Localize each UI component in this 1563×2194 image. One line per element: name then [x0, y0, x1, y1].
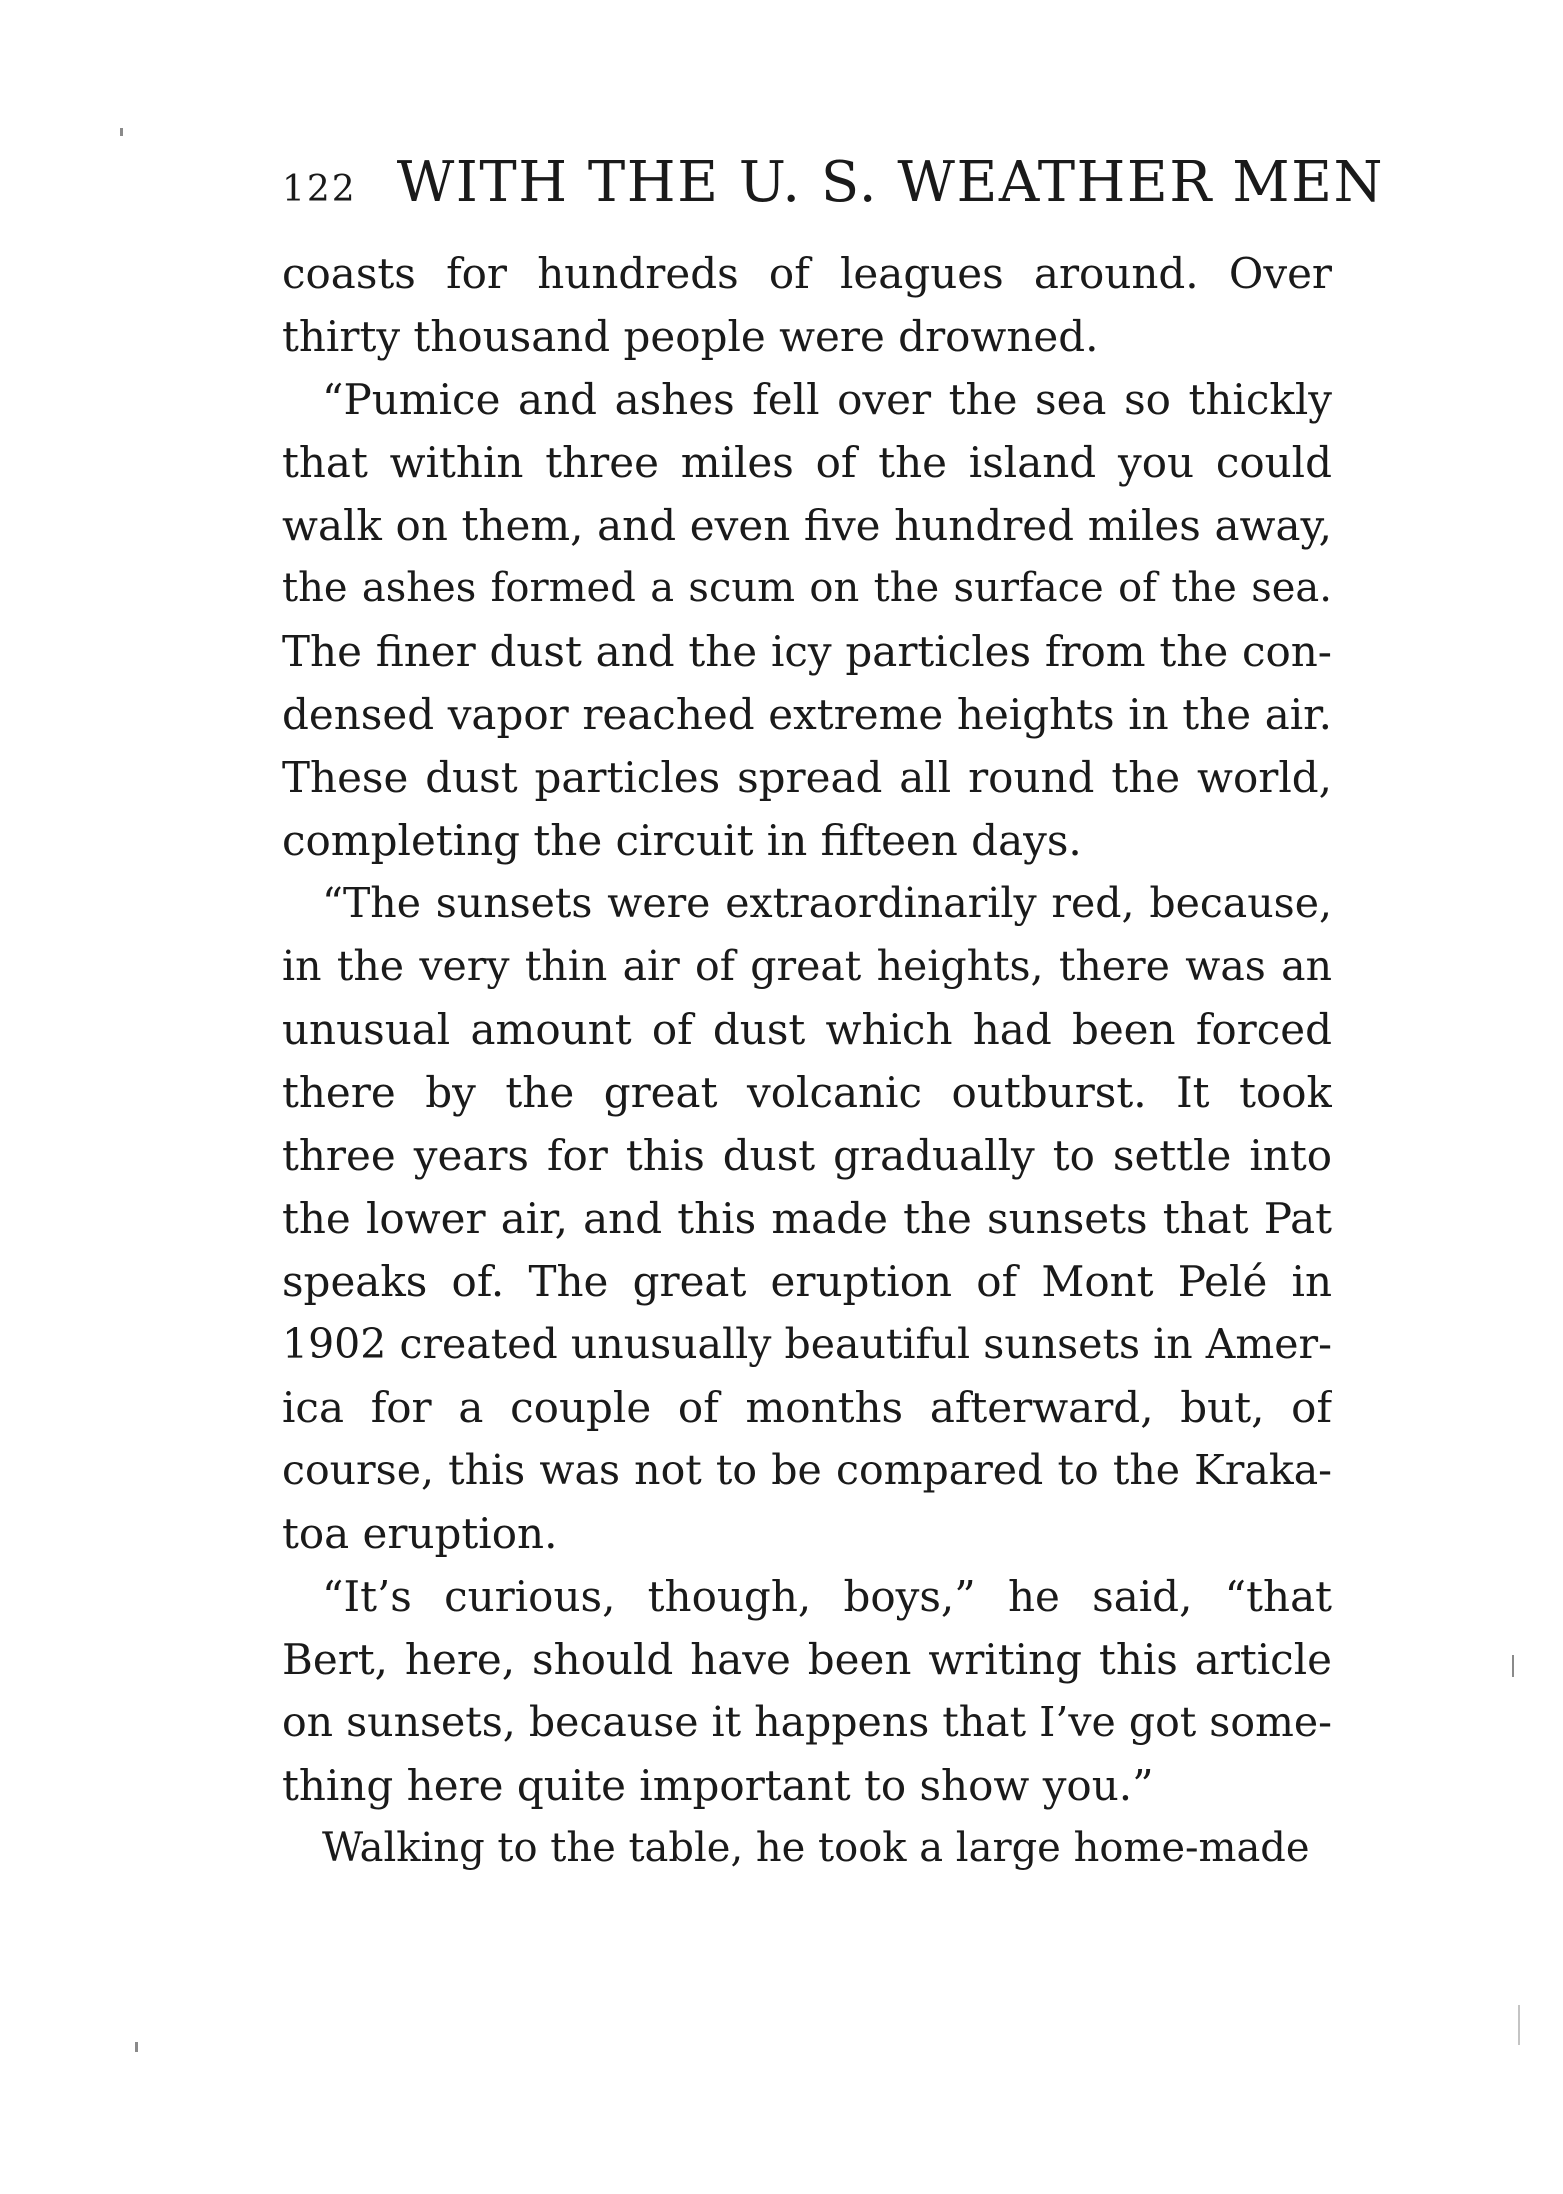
text-line: “The sunsets were extraordinarily red, because, [322, 879, 1332, 927]
text-line: the lower air, and this made the sunsets that Pat [282, 1194, 1332, 1243]
text-line: Bert, here, should have been writing this article [282, 1635, 1332, 1684]
running-title: WITH THE U. S. WEATHER MEN [396, 150, 1384, 215]
text-line: walk on them, and even five hundred miles away, [282, 501, 1332, 550]
text-line: that within three miles of the island you could [282, 438, 1332, 487]
text-line: speaks of. The great eruption of Mont Pelé in [282, 1257, 1332, 1306]
text-line: ica for a couple of months afterward, but, of [282, 1383, 1332, 1432]
text-line: thing here quite important to show you.” [282, 1761, 1154, 1810]
text-line: course, this was not to be compared to the Kraka- [282, 1446, 1332, 1494]
page-number: 122 [282, 169, 357, 210]
running-head [282, 150, 1384, 230]
text-line: thirty thousand people were drowned. [282, 312, 1099, 361]
text-line: in the very thin air of great heights, there was an [282, 942, 1332, 990]
scan-speck [120, 128, 123, 136]
text-line: coasts for hundreds of leagues around. Over [282, 249, 1332, 298]
text-line: 1902 created unusually beautiful sunsets in Amer- [282, 1320, 1332, 1368]
text-line: completing the circuit in fifteen days. [282, 816, 1082, 865]
text-line: The finer dust and the icy particles from the con- [282, 627, 1332, 676]
text-line: “Pumice and ashes fell over the sea so thickly [322, 375, 1332, 424]
text-line: toa eruption. [282, 1509, 558, 1558]
body-text [282, 242, 1332, 1880]
scan-speck [1512, 1655, 1514, 1677]
text-line: unusual amount of dust which had been forced [282, 1005, 1332, 1054]
text-line: three years for this dust gradually to settle into [282, 1131, 1332, 1180]
scan-speck [1518, 2005, 1520, 2045]
text-line: the ashes formed a scum on the surface of the sea. [282, 565, 1332, 611]
text-line: on sunsets, because it happens that I’ve got some- [282, 1698, 1332, 1746]
text-line: Walking to the table, he took a large home-made [322, 1825, 1310, 1871]
text-line: densed vapor reached extreme heights in the air. [282, 690, 1332, 739]
text-line: there by the great volcanic outburst. It took [282, 1068, 1332, 1117]
text-line: These dust particles spread all round the world, [282, 753, 1332, 802]
text-line: “It’s curious, though, boys,” he said, “that [322, 1572, 1332, 1621]
scan-speck [135, 2042, 138, 2052]
